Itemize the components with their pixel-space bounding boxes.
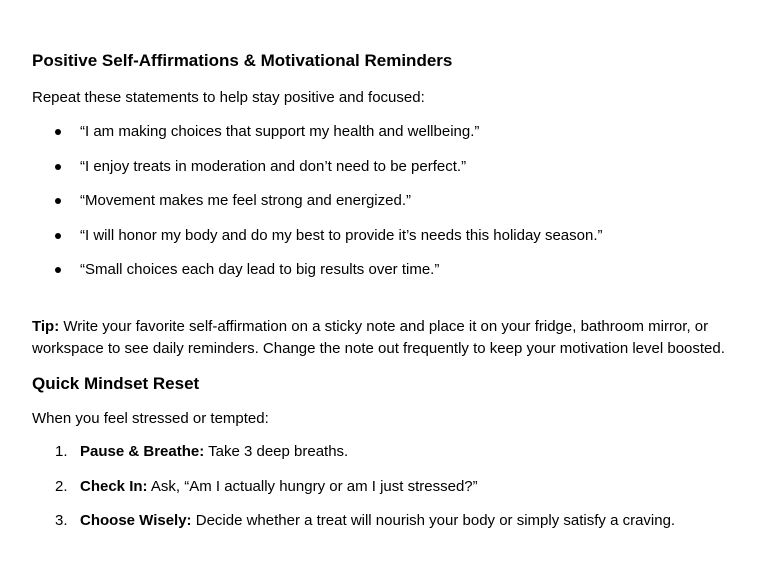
affirmations-heading: Positive Self-Affirmations & Motivational Reminders — [32, 51, 453, 70]
bullet-icon — [55, 129, 61, 135]
affirmation-text: “I will honor my body and do my best to provide it’s needs this holiday season.” — [80, 226, 603, 244]
step-body: Decide whether a treat will nourish your body or simply satisfy a craving. — [191, 512, 676, 529]
bullet-icon — [55, 164, 61, 170]
affirmation-text: “I enjoy treats in moderation and don’t need to be perfect.” — [80, 157, 467, 175]
step-number: 2. — [55, 477, 68, 495]
bullet-icon — [55, 198, 61, 204]
affirmation-text: “I am making choices that support my health and wellbeing.” — [80, 123, 480, 140]
step-label: Pause & Breathe: — [80, 443, 205, 460]
step-number: 3. — [55, 512, 68, 529]
mindset-intro: When you feel stressed or tempted: — [32, 410, 269, 427]
tip-label: Tip: — [32, 318, 60, 335]
step-text — [80, 478, 478, 496]
tip-text: Write your favorite self-affirmation on a sticky note and place it on your fridge, bathroom mirror, or workspace to see daily reminders. Change the note out frequently to keep your motivation level boosted. — [32, 318, 725, 357]
step-label: Check In: — [80, 477, 148, 495]
affirmation-text: “Movement makes me feel strong and energized.” — [80, 192, 411, 209]
mindset-heading: Quick Mindset Reset — [32, 374, 200, 393]
bullet-icon — [55, 267, 61, 273]
affirmation-text: “Small choices each day lead to big results over time.” — [80, 261, 440, 278]
step-body: Take 3 deep breaths. — [204, 443, 349, 460]
step-text — [80, 443, 348, 461]
step-text — [80, 512, 675, 530]
step-body: Ask, “Am I actually hungry or am I just stressed?” — [147, 477, 478, 495]
step-number: 1. — [55, 443, 68, 460]
tip-paragraph — [32, 316, 762, 360]
affirmations-intro: Repeat these statements to help stay positive and focused: — [32, 89, 425, 106]
step-label: Choose Wisely: — [80, 512, 192, 529]
bullet-icon — [55, 233, 61, 239]
